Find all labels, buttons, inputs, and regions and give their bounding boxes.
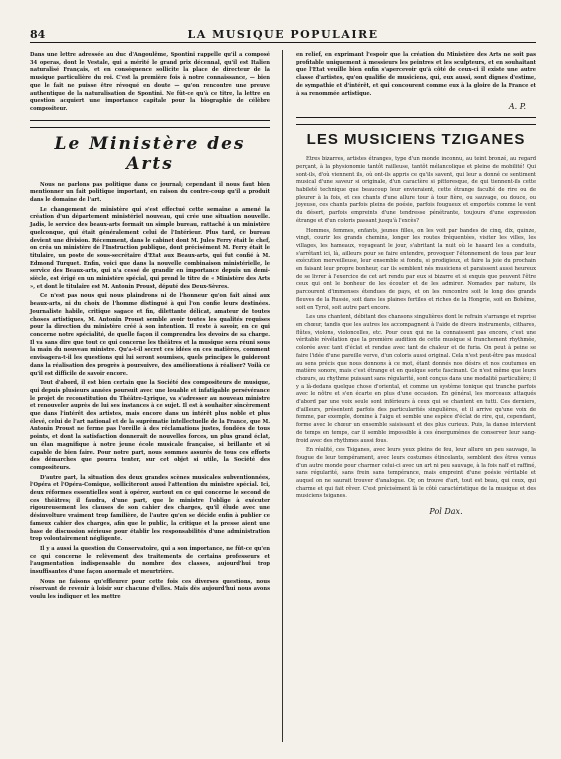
section-title-tziganes: LES MUSICIENS TZIGANES: [306, 131, 526, 149]
article-paragraph: Les uns chantent, débitant des chansons singulières dont le refrain s'arrange et reprise en chœur, tandis que les autres les accompagnent à l'aide de divers instruments, cithares, flûtes, violons, violoncelles, etc. Pour ceux qui ne la connaissent pas encore, c'est une véritable révélation que la première audition de cette musique si franchement rhythmée, colorée avec tant d'éclat et rendue avec tant de chaleur et de furia. On peut à peine se faire l'idée d'une pareille verve, d'un coloris aussi original. Cela n'est peut-être pas musical au sens précis que nous donnons à ce mot, étant donnés nos désirs et nos coutumes en matière sonore, mais c'est étrange et en quelque sorte fascinant. Ce n'est même que leurs chœurs, au rhythme puissant sans régularité, sont conçus dans une modalité particulière; il y a là-dedans quelque chose d'oriental, et comme un système tonique qui tranche parfois avec le nôtre et s'en écarte en plus d'une occasion. En général, les morceaux attaqués d'abord par une voix seule sont inférieurs à ceux qui se chantent en tutti. Ces derniers, d'ailleurs, présentent parfois des particularités singulières, et il arrive qu'une voix de femme, par exemple, domine à l'aigu et semble une espèce d'éclat de rire, qui, cependant, forme avec le chœur un ensemble saisissant et des plus curieux. Puis, la danse intervient de temps en temps, car il semble impossible à ces énergumènes de conserver leur sang-froid avec des rhythmes aussi fous.: [296, 314, 537, 444]
article-paragraph: Nous ne faisons qu'effleurer pour cette fois ces diverses questions, nous réservant de revenir à loisir sur chacune d'elles. Mais dès aujourd'hui nous avons voulu les indiquer et les mettre: [30, 578, 270, 601]
right-column: [296, 52, 536, 516]
article-paragraph: Il y a aussi la question du Conservatoire, qui a son importance, ne fût-ce qu'en ce qui concerne le relèvement des traitements de certains professeurs et l'augmentation indispensable du nombre des classes, aujourd'hui trop insuffisantes d'une façon anormale et meurtrière.: [30, 545, 270, 576]
article-paragraph: Nous ne parlons pas politique dans ce journal; cependant il nous faut bien mentionner un fait politique important, en raison du contre-coup qu'il a produit dans le domaine de l'art.: [30, 181, 270, 204]
article-paragraph: Ce n'est pas nous qui nous plaindrons ni de l'honneur qu'on fait ainsi aux beaux-arts, ni du choix de l'homme distingué à qui l'on confie leurs destinées. Journaliste habile, critique sagace et fin, dilettante délicat, amateur de toutes choses artistiques, M. Antonin Proust semble avoir toutes les qualités requises pour la direction du ministère créé à son intention. Il reste à savoir, en ce qui concerne notre spécialité, de quelle façon il comprendra les devoirs de sa charge. Il va sans dire que tout ce qui concerne les théâtres et la musique sera réuni sous la main du nouveau ministre. Qu'a-t-il secret ces idées en ces matières, comment envisagera-t-il les questions qui lui seront soumises, quels principes le guideront dans la réalisation des progrès à poursuivre, des améliorations à réaliser? Voilà ce qu'il est difficile de savoir encore.: [30, 293, 270, 377]
article-paragraph: Le changement de ministère qui s'est effectué cette semaine a amené la création d'un département ministériel nouveau, qui crée une situation nouvelle. Jadis, le service des beaux-arts formait un simple bureau, rattaché à un ministère quelconque, qui était généralement celui de l'Intérieur. Plus tard, ce bureau devient une division. Récemment, dans le cabinet dont M. Jules Ferry était le chef, on créa un ministère de l'Instruction publique, dont précisément M. Ferry était le titulaire, un poste de sous-secrétaire d'Etat aux Beaux-arts, qui fut confié à M. Edmond Turquet. Enfin, voici que dans la nouvelle combinaison ministérielle, le service des Beaux-arts, qui n'a cessé de grandir en importance depuis un demi-siècle, est érigé en un ministère spécial, qui prend le titre de « Ministère des Arts », et dont le titulaire est M. Antonin Proust, député des Deux-Sèvres.: [30, 206, 270, 290]
running-title: LA MUSIQUE POPULAIRE: [187, 28, 379, 41]
intro-paragraph: Dans une lettre adressée au duc d'Angoulême, Spontini rappelle qu'il a composé 34 operas, dont le Vestale, qui a mérité le grand prix décennal, qu'il est Italien naturalisé Français, et en conséquence sollicite la place de directeur de la musique particulière du roi. C'est la première fois à notre connaissance, — bien que le fait ne puisse être révoqué en doute — qu'on rencontre une preuve authentique de la naturalisation de Spontini. Ne fût-ce qu'à ce titre, la lettre en question acquiert une importance capitale pour la biographie de célèbre compositeur.: [30, 52, 270, 112]
signature-pol-dax: Pol Dax.: [429, 507, 463, 517]
article-paragraph: En réalité, ces Tsiganes, avec leurs yeux pleins de feu, leur allure un peu sauvage, la fougue de leur tempérament, avec leurs costumes étincelants, semblent des êtres venus d'un autre monde pour charmer celui-ci avec un art ni peu sauvage, à la fois naïf et raffiné, sans régularité, sans frein sans tempérance, mais empreint d'une poésie véritable et auquel on ne saurait trouver d'analogue. Or, on trouve d'art, tout est beau, qui ceux, qui charme et qui fait rêver. C'est précisément là le côté caractéristique de la musique et des musiciens tsiganes.: [296, 447, 536, 500]
page: [30, 22, 536, 742]
article-paragraph: Etres bizarres, artistes étranges, type d'un monde inconnu, au teint bronzé, au regard perçant, à la physionomie tantôt railleuse, tantôt mélancolique et pleine de mobilité! Qui sont-ils, d'où viennent ils, où ont-ils appris ce qu'ils savent, qui leur a donné ce sentiment musical d'une saveur si originale, d'un caractère si pittoresque, de qui tiennent-ils cette habileté technique que beaucoup leur envieraient, cette étrange faculté de rire ou de pleurer à la fois, et ces chants d'une allure tour à tour fière, ou sauvage, ou douce, ou joyeuse, ces chants parfois pleins de poésie, parfois fougueux et emportés comme le vent du désert, parfois empreints d'une tendresse pénétrante, toujours d'une expression étrange et d'un coloris passant jusqu'à l'excès?: [296, 156, 536, 224]
column-divider: [282, 50, 283, 742]
article-paragraph: D'autre part, la situation des deux grandes scènes musicales subventionnées, l'Opéra et l'Opéra-Comique, solliciteront aussi l'attention du ministre spécial. Ici, deux réformes essentielles sont à opérer, surtout en ce qui concerne le second de ces théâtres; il faudra, d'une part, que le ministre l'oblige à exécuter rigoureusement les clauses de son cahier des charges, qu'il élude avec une désinvolture vraiment trop familière, de l'autre qu'en se décide enfin à publier ce fameux cahier des charges, afin que le public, la critique et la presse aient une base de discussion sérieuse pour établir les responsabilités d'une administration trop volontairement négligente.: [30, 474, 270, 543]
continuation-paragraph: en relief, en exprimant l'espoir que la création du Ministère des Arts ne soit pas profitable uniquement à messieurs les peintres et les sculpteurs, et en souhaitant que l'Etat veuille bien enfin s'apercevoir qu'à côté de ceux-ci il existe une autre classe d'artistes, qu'on qualifie de musiciens, qui, eux aussi, sont dignes d'estime, de sympathie et d'intérêt, et qui concourent comme eux à la gloire de la France et à sa renommée artistique.: [296, 52, 536, 97]
ornament-rule: [296, 117, 536, 125]
ornament-rule: [30, 120, 270, 128]
left-column: [30, 52, 270, 604]
signature-ap: A. P.: [508, 102, 526, 112]
section-title-ministere: Le Ministère des Arts: [54, 133, 246, 174]
page-header: [30, 22, 536, 43]
page-number: 84: [30, 28, 46, 41]
article-paragraph: Tout d'abord, il est bien certain que la Société des compositeurs de musique, qui depuis plusieurs années poursuit avec une louable et infatigable persévérance le projet de reconstitution du Théâtre-Lyrique, va s'adresser au nouveau ministre et renouveler auprès de lui ses instances à ce sujet. Il est à souhaiter sincèrement que dans l'intérêt des artistes, mais encore dans un intérêt plus noble et plus élevé, celui de l'art national et de la suprématie intellectuelle de la France, que M. Antonin Proust ne ferme pas l'oreille à des réclamations justes, fondées de tous points, et dont la satisfaction donnerait de nouvelles forces, un plus grand éclat, un élan magnifique à notre jeune école musicale française, si brillante et si capable de bien faire. Pour notre part, nous sommes assurés de tous ces efforts des démarches que pourra tenter, sur cet objet si utile, la Société des compositeurs.: [30, 380, 270, 471]
article-paragraph: Hommes, femmes, enfants, jeunes filles, on les voit par bandes de cinq, dix, quinze, vingt, courir les grands chemins, longer les routes fréquentées, visiter les villes, les villages, les hameaux, voyageant le jour, s'abritant la nuit où le hasard les a conduits, s'arrêtant ici, là, ailleurs pour se faire entendre, provoquer l'étonnement de tous par leur exécution merveilleuse, leur ensemble si fondu, si prodigieux, et faire la joie du prochain en faisant leur propre bonheur, car ils semblent nés musiciens et paraissent aussi heureux de se livrer à l'exercice de cet art rendu par eux si bizarre et si exquis que peuvent l'être ceux qui ont le bonheur de les écouter et de les admirer. Nomades par nature, ils parcourent d'immenses étendues de pays, et on les rencontre soit le long des grands fleuves de la Russie, soit dans les plaines fertiles et riches de la Hongrie, soit en Bohême, soit en Tyrol, soit autre part encore.: [296, 227, 536, 311]
